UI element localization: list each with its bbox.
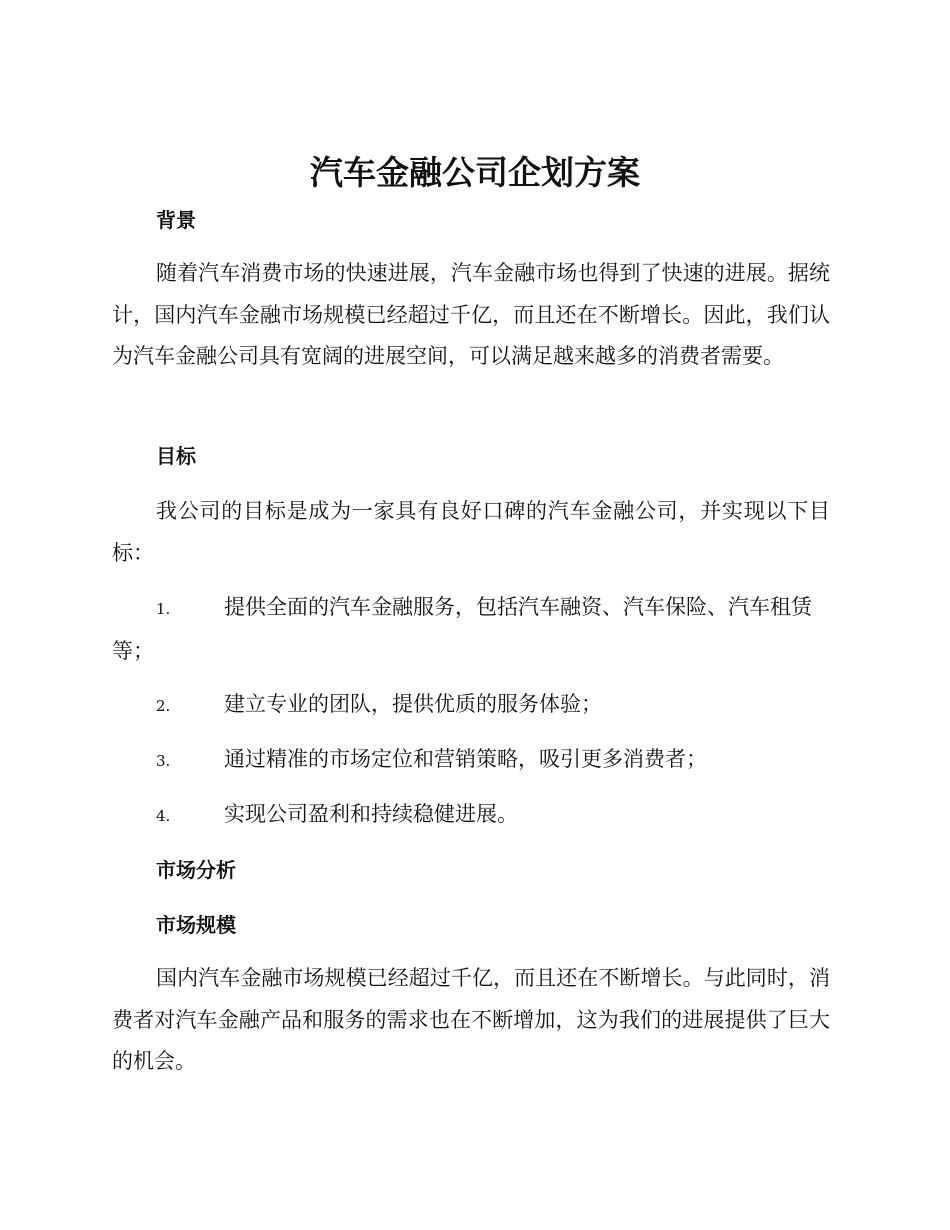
goals-intro-paragraph: 我公司的目标是成为一家具有良好口碑的汽车金融公司，并实现以下目标： [112, 499, 830, 565]
subsection-heading-market-size: 市场规模 [156, 913, 236, 937]
market-size-paragraph: 国内汽车金融市场规模已经超过千亿，而且还在不断增长。与此同时，消费者对汽车金融产品和服务的需求也在不断增加，这为我们的进展提供了巨大的机会。 [112, 966, 830, 1073]
list-number: 4. [156, 807, 171, 825]
section-heading-market-analysis: 市场分析 [156, 858, 236, 882]
goal-list-item-3 [112, 739, 830, 783]
background-paragraph: 随着汽车消费市场的快速进展，汽车金融市场也得到了快速的进展。据统计，国内汽车金融市场规模已经超过千亿，而且还在不断增长。因此，我们认为汽车金融公司具有宽阔的进展空间，可以满足越来越多的消费者需要。 [112, 261, 830, 368]
document-title: 汽车金融公司企划方案 [310, 153, 640, 192]
list-item-text: 实现公司盈利和持续稳健进展。 [224, 802, 518, 826]
section-heading-goals: 目标 [156, 444, 196, 468]
goal-list-item-1 [112, 587, 830, 672]
goal-list-item-2 [112, 684, 830, 728]
list-number: 3. [156, 752, 171, 770]
list-item-text: 提供全面的汽车金融服务，包括汽车融资、汽车保险、汽车租赁等； [112, 595, 812, 663]
list-item-text: 建立专业的团队，提供优质的服务体验； [224, 692, 602, 716]
list-item-text: 通过精准的市场定位和营销策略，吸引更多消费者； [224, 747, 707, 771]
list-number: 2. [156, 697, 171, 715]
list-number: 1. [156, 600, 171, 618]
goal-list-item-4 [112, 794, 830, 838]
section-heading-background: 背景 [156, 208, 196, 232]
